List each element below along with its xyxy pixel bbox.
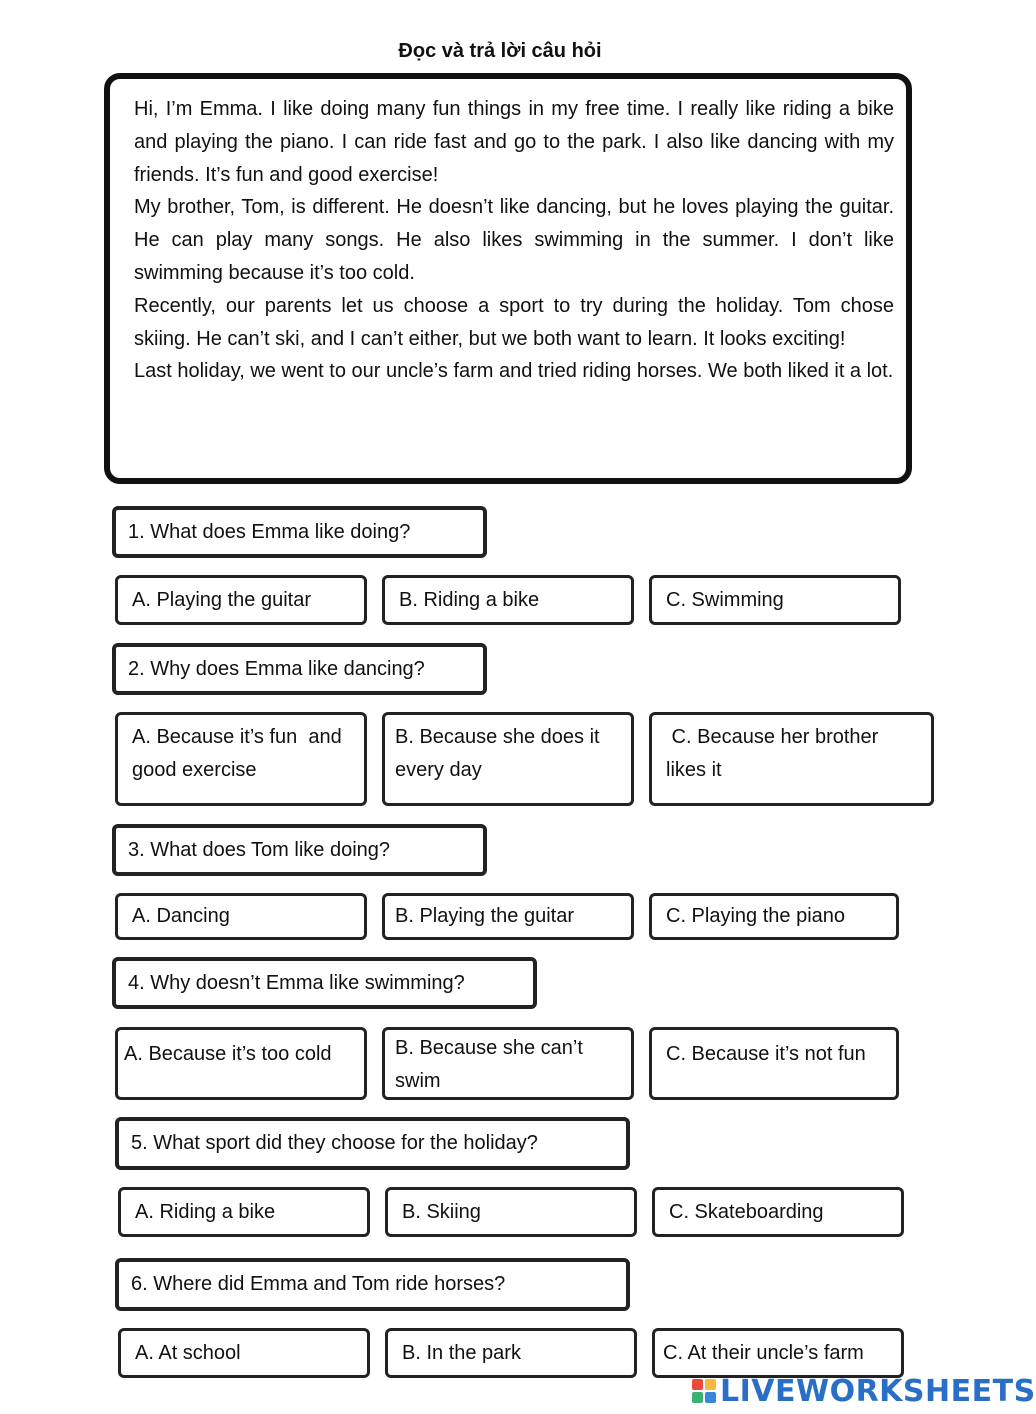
q3-option-a[interactable]: A. Dancing xyxy=(115,893,367,940)
passage-paragraph: Last holiday, we went to our uncle’s farm and tried riding horses. We both liked it a lot. xyxy=(134,360,894,383)
q6-option-b[interactable]: B. In the park xyxy=(385,1328,637,1378)
passage-paragraph: Recently, our parents let us choose a sport to try during the holiday. Tom chose skiing. He can’t ski, and I can’t either, but we both want to learn. It looks exciting! xyxy=(134,294,894,350)
passage-paragraph: Hi, I’m Emma. I like doing many fun things in my free time. I really like riding a bike and playing the piano. I can ride fast and go to the park. I also like dancing with my friends. It’s fun and good exercise! xyxy=(134,98,894,186)
q3-option-b[interactable]: B. Playing the guitar xyxy=(382,893,634,940)
question-3: 3. What does Tom like doing? xyxy=(112,824,487,876)
question-5: 5. What sport did they choose for the holiday? xyxy=(115,1117,630,1170)
question-1: 1. What does Emma like doing? xyxy=(112,506,487,558)
q1-option-a[interactable]: A. Playing the guitar xyxy=(115,575,367,625)
q2-option-a[interactable]: A. Because it’s fun and good exercise xyxy=(115,712,367,806)
q6-option-a[interactable]: A. At school xyxy=(118,1328,370,1378)
liveworksheets-logo xyxy=(692,1373,1036,1409)
q4-option-b[interactable]: B. Because she can’t swim xyxy=(382,1027,634,1100)
q5-option-b[interactable]: B. Skiing xyxy=(385,1187,637,1237)
logo-tile xyxy=(692,1379,703,1390)
passage-paragraph: My brother, Tom, is different. He doesn’t like dancing, but he loves playing the guitar. He can play many songs. He also likes swimming in the summer. I don’t like swimming because it’s too cold. xyxy=(134,196,894,284)
question-4: 4. Why doesn’t Emma like swimming? xyxy=(112,957,537,1009)
q5-option-c[interactable]: C. Skateboarding xyxy=(652,1187,904,1237)
q1-option-b[interactable]: B. Riding a bike xyxy=(382,575,634,625)
logo-tile xyxy=(705,1392,716,1403)
logo-tile xyxy=(692,1392,703,1403)
logo-text: LIVEWORKSHEETS xyxy=(720,1373,1036,1409)
question-6: 6. Where did Emma and Tom ride horses? xyxy=(115,1258,630,1311)
reading-passage xyxy=(104,73,912,484)
logo-tiles-icon xyxy=(692,1379,716,1403)
q2-option-b[interactable]: B. Because she does it every day xyxy=(382,712,634,806)
logo-tile xyxy=(705,1379,716,1390)
page-title: Đọc và trả lời câu hỏi xyxy=(398,40,602,62)
q6-option-c[interactable]: C. At their uncle’s farm xyxy=(652,1328,904,1378)
q2-option-c[interactable]: C. Because her brother likes it xyxy=(649,712,934,806)
q3-option-c[interactable]: C. Playing the piano xyxy=(649,893,899,940)
q5-option-a[interactable]: A. Riding a bike xyxy=(118,1187,370,1237)
q4-option-c[interactable]: C. Because it’s not fun xyxy=(649,1027,899,1100)
q4-option-a[interactable]: A. Because it’s too cold xyxy=(115,1027,367,1100)
question-2: 2. Why does Emma like dancing? xyxy=(112,643,487,695)
q1-option-c[interactable]: C. Swimming xyxy=(649,575,901,625)
